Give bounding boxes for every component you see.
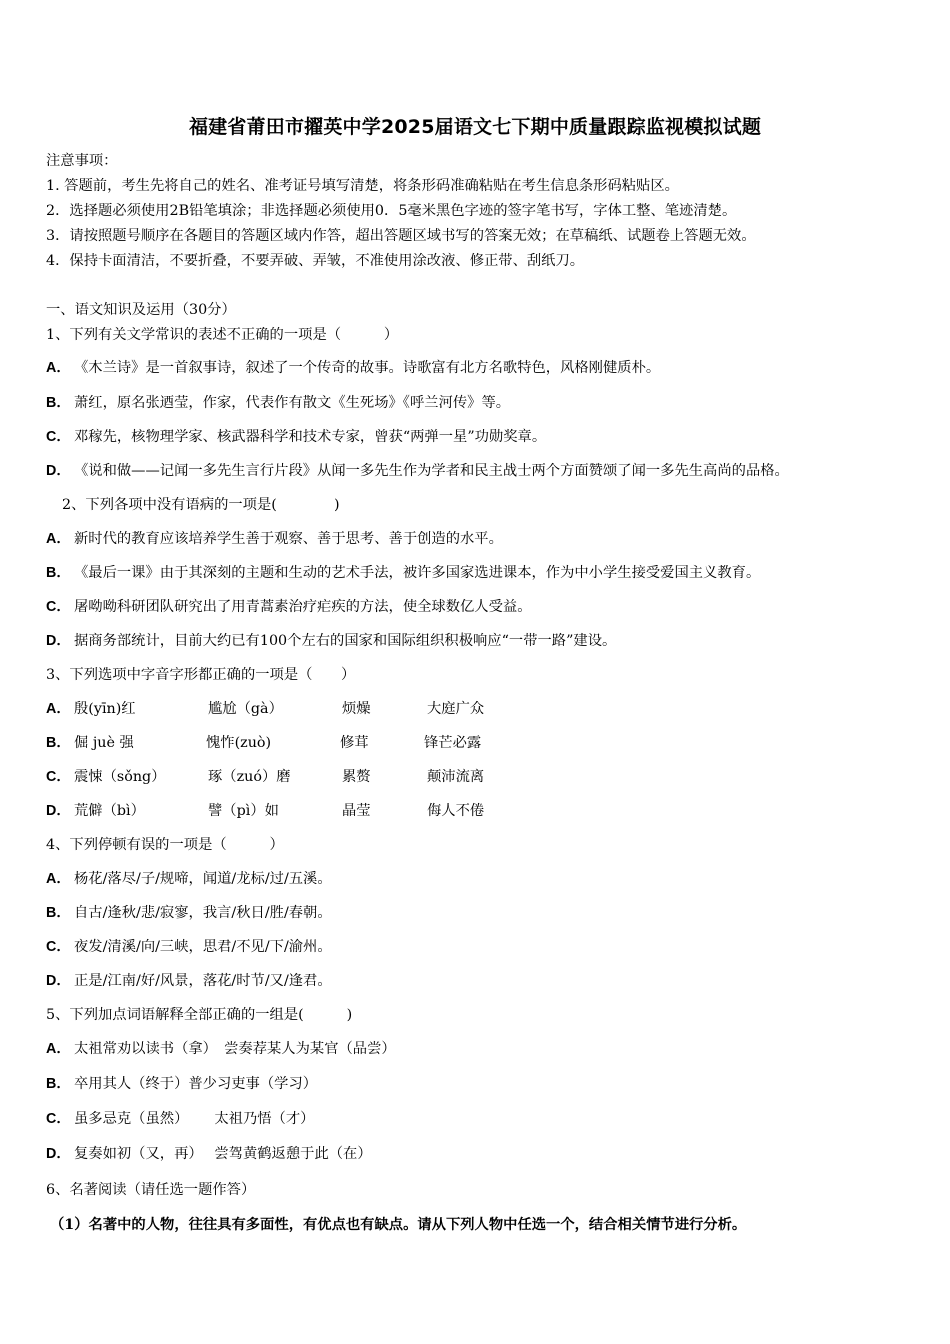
option-label: A． bbox=[46, 360, 71, 376]
q3-cell: 倔 juè 强 bbox=[74, 735, 134, 751]
option-text: 据商务部统计，目前大约已有100个左右的国家和国际组织积极响应“一带一路”建设。 bbox=[74, 633, 617, 649]
option-label: A． bbox=[46, 701, 71, 717]
option-label: D． bbox=[46, 463, 71, 479]
q4-option-a bbox=[46, 869, 332, 889]
q3-cell: 侮人不倦 bbox=[427, 803, 485, 819]
q3-cell: 尴尬（gà） bbox=[208, 701, 283, 717]
question-stem-4: 4、下列停顿有误的一项是（ ） bbox=[46, 837, 284, 853]
q6-subquestion-1: （1）名著中的人物，往往具有多面性，有优点也有缺点。请从下列人物中任选一个，结合相关情节进行分析。 bbox=[50, 1217, 747, 1233]
option-text: 萧红，原名张迺莹，作家，代表作有散文《生死场》《呼兰河传》等。 bbox=[74, 395, 511, 411]
q3-cell: 晶莹 bbox=[342, 803, 371, 819]
option-label: D． bbox=[46, 1146, 71, 1162]
q3-cell: 琢（zuó）磨 bbox=[208, 769, 291, 785]
question-stem-5: 5、下列加点词语解释全部正确的一组是( ) bbox=[46, 1007, 353, 1023]
question-stem-1: 1、下列有关文学常识的表述不正确的一项是（ ） bbox=[46, 327, 399, 343]
q1-option-b bbox=[46, 393, 510, 413]
option-label: A． bbox=[46, 531, 71, 547]
q2-option-d bbox=[46, 631, 616, 651]
q4-option-d bbox=[46, 971, 332, 991]
q3-option-a bbox=[46, 699, 74, 719]
q3-option-b bbox=[46, 733, 74, 753]
q1-option-d bbox=[46, 461, 789, 481]
option-label: C． bbox=[46, 1111, 71, 1127]
option-text: 新时代的教育应该培养学生善于观察、善于思考、善于创造的水平。 bbox=[74, 531, 503, 547]
option-label: D． bbox=[46, 633, 71, 649]
notice-item: 3．请按照题号顺序在各题目的答题区域内作答，超出答题区域书写的答案无效；在草稿纸、试题卷上答题无效。 bbox=[46, 228, 756, 244]
option-label: B． bbox=[46, 905, 71, 921]
option-text: 虽多忌克（虽然） 太祖乃悟（才） bbox=[74, 1111, 315, 1127]
q1-option-c bbox=[46, 427, 546, 447]
option-text: 卒用其人（终于）普少习吏事（学习） bbox=[74, 1076, 318, 1092]
q5-option-a bbox=[46, 1039, 396, 1059]
option-label: D． bbox=[46, 803, 71, 819]
section-heading: 一、语文知识及运用（30分） bbox=[46, 302, 236, 318]
q2-option-b bbox=[46, 563, 760, 583]
notice-heading: 注意事项： bbox=[46, 153, 118, 169]
q3-cell: 震悚（sǒng） bbox=[74, 769, 166, 785]
option-label: C． bbox=[46, 429, 71, 445]
q3-cell: 锋芒必露 bbox=[424, 735, 482, 751]
option-label: A． bbox=[46, 1041, 71, 1057]
q2-option-a bbox=[46, 529, 503, 549]
q2-option-c bbox=[46, 597, 532, 617]
option-label: C． bbox=[46, 939, 71, 955]
notice-item: 1. 答题前，考生先将自己的姓名、准考证号填写清楚，将条形码准确粘贴在考生信息条形码粘贴区。 bbox=[46, 178, 679, 194]
q3-cell: 颠沛流离 bbox=[427, 769, 485, 785]
option-text: 《说和做——记闻一多先生言行片段》从闻一多先生作为学者和民主战士两个方面赞颂了闻一多先生高尚的品格。 bbox=[74, 463, 789, 479]
option-text: 自古/逢秋/悲/寂寥，我言/秋日/胜/春朝。 bbox=[74, 905, 332, 921]
option-label: B． bbox=[46, 1076, 71, 1092]
option-text: 太祖常劝以读书（拿） 尝奏荐某人为某官（品尝） bbox=[74, 1041, 396, 1057]
q3-option-c bbox=[46, 767, 74, 787]
option-text: 夜发/清溪/向/三峡，思君/不见/下/渝州。 bbox=[74, 939, 332, 955]
q5-option-d bbox=[46, 1144, 372, 1164]
q3-cell: 烦燥 bbox=[342, 701, 371, 717]
option-text: 《最后一课》由于其深刻的主题和生动的艺术手法，被许多国家选进课本，作为中小学生接受爱国主义教育。 bbox=[74, 565, 761, 581]
notice-item: 2．选择题必须使用2B铅笔填涂；非选择题必须使用0．5毫米黑色字迹的签字笔书写，字体工整、笔迹清楚。 bbox=[46, 203, 737, 219]
option-text: 屠呦呦科研团队研究出了用青蒿素治疗疟疾的方法，使全球数亿人受益。 bbox=[74, 599, 532, 615]
option-label: C． bbox=[46, 769, 71, 785]
option-text: 邓稼先，核物理学家、核武器科学和技术专家，曾获“两弹一星”功勋奖章。 bbox=[74, 429, 547, 445]
option-label: B． bbox=[46, 395, 71, 411]
option-label: B． bbox=[46, 565, 71, 581]
q3-cell: 殷(yīn)红 bbox=[74, 701, 136, 717]
option-label: A． bbox=[46, 871, 71, 887]
q4-option-b bbox=[46, 903, 332, 923]
option-label: C． bbox=[46, 599, 71, 615]
q3-cell: 荒僻（bì） bbox=[74, 803, 145, 819]
page-title: 福建省莆田市擢英中学2025届语文七下期中质量跟踪监视模拟试题 bbox=[188, 116, 762, 138]
question-stem-3: 3、下列选项中字音字形都正确的一项是（ ） bbox=[46, 667, 356, 683]
q5-option-b bbox=[46, 1074, 317, 1094]
option-label: B． bbox=[46, 735, 71, 751]
q3-cell: 譬（pì）如 bbox=[208, 803, 279, 819]
q3-cell: 修茸 bbox=[340, 735, 369, 751]
option-label: D． bbox=[46, 973, 71, 989]
option-text: 《木兰诗》是一首叙事诗，叙述了一个传奇的故事。诗歌富有北方名歌特色，风格刚健质朴。 bbox=[74, 360, 661, 376]
option-text: 正是/江南/好/风景，落花/时节/又/逢君。 bbox=[74, 973, 332, 989]
q3-cell: 愧怍(zuò) bbox=[206, 735, 272, 751]
q5-option-c bbox=[46, 1109, 314, 1129]
q3-option-d bbox=[46, 801, 74, 821]
notice-item: 4．保持卡面清洁，不要折叠，不要弄破、弄皱，不准使用涂改液、修正带、刮纸刀。 bbox=[46, 253, 585, 269]
q4-option-c bbox=[46, 937, 332, 957]
option-text: 复奏如初（又，再） 尝驾黄鹤返憩于此（在） bbox=[74, 1146, 372, 1162]
option-text: 杨花/落尽/子/规啼，闻道/龙标/过/五溪。 bbox=[74, 871, 332, 887]
question-stem-6: 6、名著阅读（请任选一题作答） bbox=[46, 1182, 256, 1198]
q1-option-a bbox=[46, 358, 660, 378]
q3-cell: 大庭广众 bbox=[427, 701, 485, 717]
question-stem-2: 2、下列各项中没有语病的一项是( ) bbox=[62, 497, 340, 513]
q3-cell: 累赘 bbox=[342, 769, 371, 785]
